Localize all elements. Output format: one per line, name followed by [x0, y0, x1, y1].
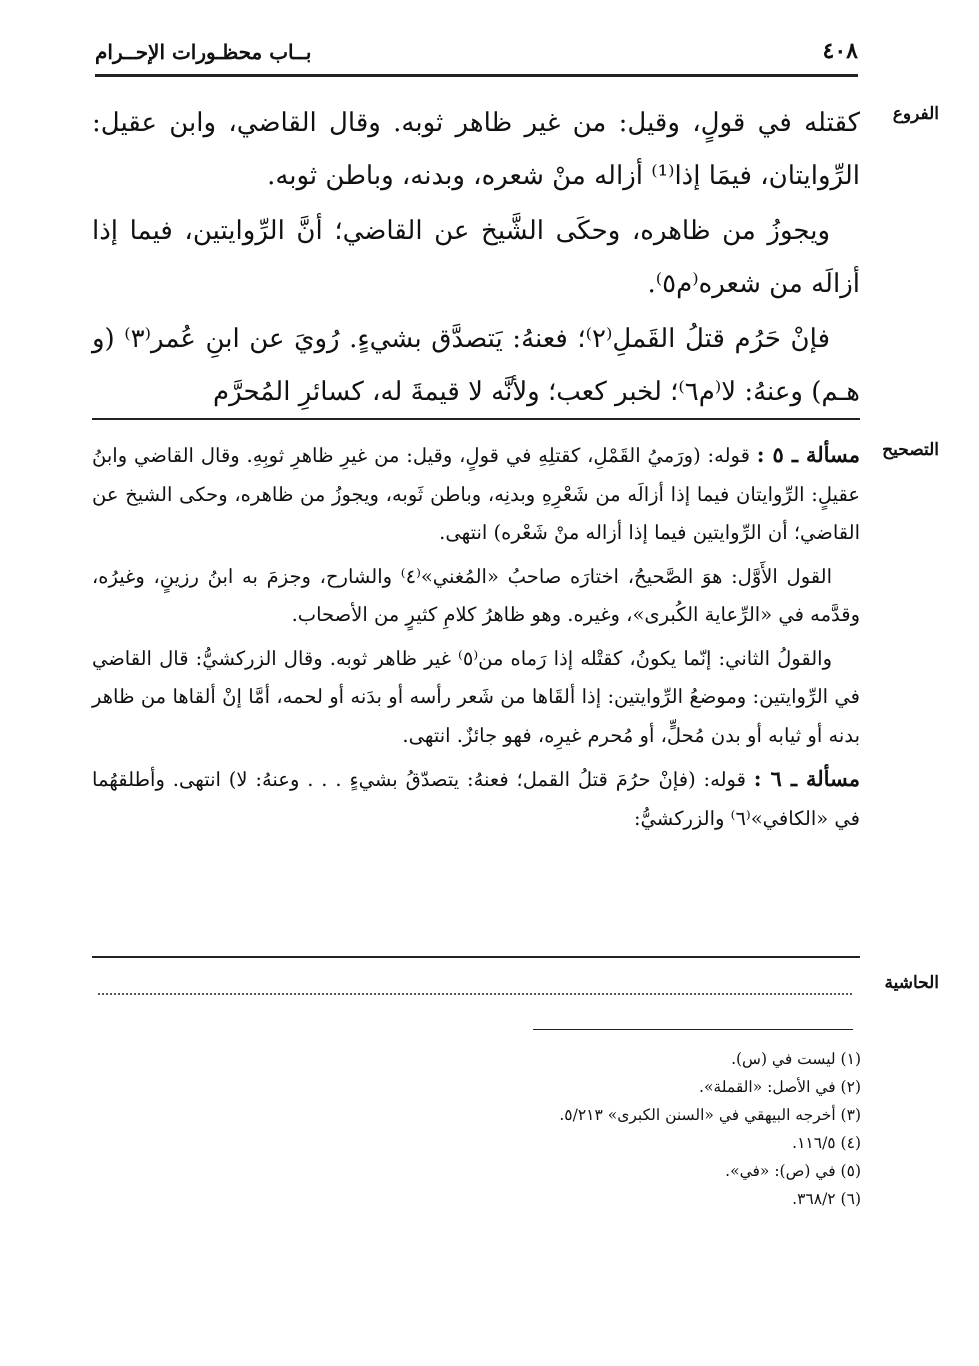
masala-6-heading: مسألة ـ ٦ : — [753, 766, 860, 791]
running-title: بــاب محظـورات الإحــرام — [95, 40, 312, 64]
tashih-section — [92, 436, 860, 843]
footnote-3: (٣) أخرجه البيهقي في «السنن الكبرى» ٥/٢١٣. — [559, 1106, 861, 1124]
masala-6-text: قوله: (فإنْ حرُمَ قتلُ القمل؛ فعنهُ: يتصدّقُ بشيءٍ . . . وعنهُ: لا) انتهى. وأطلقهُما في «الكافي»⁽٦⁾ والزركشيُّ: — [92, 768, 860, 830]
header-rule — [95, 74, 858, 77]
hashiya-dotted-line — [98, 993, 852, 995]
furu-paragraph-2: ويجوزُ من ظاهره، وحكَى الشَّيخ عن القاضي؛ أنَّ الرِّوايتين، فيما إذا أزالَه من شعره⁽م٥⁾. — [92, 216, 860, 299]
section-label-furu: الفروع — [892, 104, 939, 124]
furu-paragraph-1: كقتله في قولٍ، وقيل: من غير ظاهر ثوبه. وقال القاضي، وابن عقيل: الرِّوايتان، فيمَا إذا⁽¹⁾ أزاله منْ شعره، وبدنه، وباطن ثوبه. — [92, 108, 860, 191]
section-label-tashih: التصحيح — [882, 440, 939, 460]
masala-5-text: قوله: (ورَميُ القَمْلِ، كقتلِهِ في قولٍ، وقيل: من غيرِ ظاهرِ ثوبِهِ. وقال القاضي وابنُ عقيلٍ: الرِّوايتان فيما إذا أزالَه من شَعْرِهِ وبدنِه، وباطن ثَوبه، ويجوزُ من ظاهره، وحكى الشيخ عن القاضي؛ أن الرِّوايتين فيما إذا أزاله منْ شَعْره) انتهى. — [92, 444, 860, 544]
section-separator — [92, 418, 860, 420]
tashih-second-opinion: والقولُ الثاني: إنّما يكونُ، كقتْله إذا رَماه من⁽٥⁾ غير ظاهر ثوبه. وقال الزركشيُّ: قال القاضي في الرِّوايتين: وموضعُ الرِّوايتين: إذا ألقَاها من شَعر رأسه أو بدَنه أو لحمه، أمَّا إنْ ألقاها من ظاهر بدنه أو ثيابه أو بدن مُحلٍّ، أو مُحرم غيرِه، فهو جائزٌ. انتهى. — [92, 646, 860, 747]
section-label-hashiya: الحاشية — [884, 973, 939, 993]
page-header — [95, 38, 858, 72]
furu-paragraph-3: فإنْ حَرُم قتلُ القَملِ⁽٢⁾؛ فعنهُ: يَتصدَّق بشيءٍ. رُويَ عن ابنِ عُمر⁽٣⁾ (و هـم) وعنهُ: لا⁽م٦⁾؛ لخبر كعب؛ ولأنَّه لا قيمةَ له، كسائرِ المُحرَّم — [92, 324, 860, 407]
footnote-4: (٤) ١١٦/٥. — [792, 1134, 861, 1152]
footnote-2: (٢) في الأصل: «القملة». — [699, 1078, 861, 1096]
page-number: ٤٠٨ — [822, 38, 858, 64]
masala-5-heading: مسألة ـ ٥ : — [756, 442, 860, 467]
hashiya-separator — [92, 956, 860, 958]
furu-section — [92, 97, 860, 421]
tashih-first-opinion: القول الأَوَّل: هوَ الصَّحيحُ، اختارَه صاحبُ «المُغني»⁽٤⁾ والشارح، وجزمَ به ابنُ رزينٍ، وغيرُه، وقدَّمه في «الرِّعاية الكُبرى»، وغيره. وهو ظاهرُ كلامِ كثيرٍ من الأصحاب. — [92, 564, 860, 626]
footnote-rule — [533, 1029, 853, 1030]
footnote-6: (٦) ٣٦٨/٢. — [792, 1190, 861, 1208]
footnotes — [400, 1045, 861, 1213]
footnote-5: (٥) في (ص): «في». — [725, 1162, 861, 1180]
footnote-1: (١) ليست في (س). — [731, 1050, 861, 1068]
tashih-masala-6 — [92, 760, 860, 838]
tashih-masala-5 — [92, 436, 860, 553]
